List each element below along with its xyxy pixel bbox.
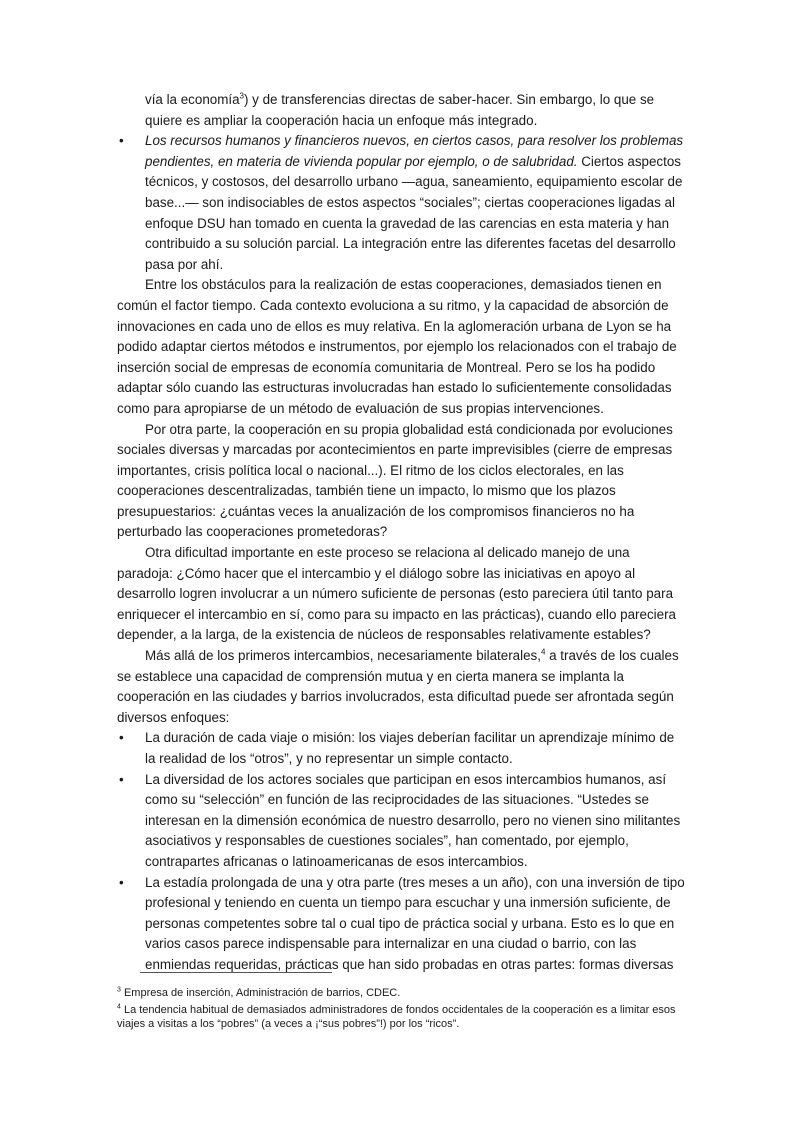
list-item	[117, 770, 687, 873]
bullet-marker: •	[119, 730, 124, 746]
footnote-text: Empresa de inserción, Administración de barrios, CDEC.	[120, 987, 401, 999]
list-item	[117, 728, 687, 769]
list-item	[117, 873, 687, 976]
opening-continuation	[117, 90, 687, 131]
bullet-marker: •	[119, 771, 124, 787]
bullet-text	[145, 131, 687, 275]
footnote-divider	[140, 972, 332, 973]
list-item	[117, 131, 687, 275]
bullet-italic-text: Los recursos humanos y financieros nuevos, en ciertos casos, para resolver los problemas pendientes, en materia de vivienda popular por ejemplo, o de salubridad.	[145, 133, 684, 169]
footnote-number: 4	[117, 1003, 121, 1011]
approaches-text: Más allá de los primeros intercambios, necesariamente bilaterales,	[145, 648, 541, 664]
bullet-marker: •	[119, 874, 124, 890]
footnote-ref-3[interactable]: 3	[239, 91, 244, 101]
body-text	[117, 90, 687, 976]
opening-text: vía la economía	[145, 92, 240, 107]
footnote-number: 3	[117, 986, 121, 994]
approaches-text-rest: a través de los cuales se establece una capacidad de comprensión mutua y en cierta manera se implanta la cooperación en las ciudades y barrios involucrados, esta dificultad puede ser afrontada según diversos enfoques:	[117, 648, 679, 725]
resources-bullet-list	[117, 131, 687, 275]
bullet-marker: •	[119, 133, 124, 149]
bullet-text: La duración de cada viaje o misión: los viajes deberían facilitar un aprendizaje mínimo de la realidad de los “otros”, y no representar un simple contacto.	[145, 730, 675, 766]
bullet-text: La diversidad de los actores sociales que participan en esos intercambios humanos, así como su “selección” en función de las reciprocidades de las situaciones. “Ustedes se interesan en la dimensión económica de nuestro desarrollo, pero no vienen sino militantes asociativos y responsables de cuestiones sociales”, han comentado, por ejemplo, contrapartes africanas o latinoamericanas de esos intercambios.	[145, 771, 681, 869]
paragraph: Por otra parte, la cooperación en su propia globalidad está condicionada por evoluciones sociales diversas y marcadas por acontecimientos en parte imprevisibles (cierre de empresas importantes, crisis política local o nacional...). El ritmo de los ciclos electorales, en las cooperaciones descentralizadas, también tiene un impacto, lo mismo que los plazos presupuestarios: ¿cuántas veces la anualización de los compromisos financieros no ha perturbado las cooperaciones prometedoras?	[117, 421, 673, 540]
opening-text-rest: ) y de transferencias directas de saber-hacer. Sin embargo, lo que se quiere es ampliar la cooperación hacia un enfoque más integrado.	[145, 92, 655, 128]
footnote-text: La tendencia habitual de demasiados administradores de fondos occidentales de la cooperación es a limitar esos viajes a visitas a los “pobres” (a veces a ¡“sus pobres”!) por los “ricos”.	[117, 1004, 676, 1030]
footnotes	[117, 986, 677, 1034]
approaches-paragraph	[117, 646, 687, 728]
paragraph: Entre los obstáculos para la realización de estas cooperaciones, demasiados tienen en común el factor tiempo. Cada contexto evoluciona a su ritmo, y la capacidad de absorción de innovaciones en cada uno de ellos es muy relativa. En la aglomeración urbana de Lyon se ha podido adaptar ciertos métodos e instrumentos, por ejemplo los relacionados con el trabajo de inserción social de empresas de economía comunitaria de Montreal. Pero se los ha podido adaptar sólo cuando las estructuras involucradas han estado lo suficientemente consolidadas como para apropiarse de un método de evaluación de sus propias intervenciones.	[117, 277, 677, 416]
bullet-text: La estadía prolongada de una y otra parte (tres meses a un año), con una inversión de tipo profesional y teniendo en cuenta un tiempo para escuchar y una inmersión suficiente, de personas competentes sobre tal o cual tipo de práctica social y urbana. Esto es lo que en varios casos parece indispensable para internalizar en una ciudad o barrio, con las enmiendas requeridas, prácticas que han sido probadas en otras partes: formas diversas	[145, 874, 685, 972]
footnote-ref-4[interactable]: 4	[540, 647, 546, 657]
paragraph: Otra dificultad importante en este proceso se relaciona al delicado manejo de una paradoja: ¿Cómo hacer que el intercambio y el diálogo sobre las iniciativas en apoyo al desarrollo logren involucrar a un número suficiente de personas (esto pareciera útil tanto para enriquecer el intercambio en sí, como para su impacto en las prácticas), cuando ello pareciera depender, a la larga, de la existencia de núcleos de responsables relativamente estables?	[117, 545, 676, 643]
footnote-3	[117, 986, 677, 1000]
approaches-bullet-list	[117, 728, 687, 975]
footnote-4	[117, 1003, 677, 1031]
bullet-rest-text: Ciertos aspectos técnicos, y costosos, del desarrollo urbano —agua, saneamiento, equipamiento escolar de base...— son indisociables de estos aspectos “sociales”; ciertas cooperaciones ligadas al enfoque DSU han tomado en cuenta la gravedad de las carencias en esta materia y han contribuido a su solución parcial. La integración entre las diferentes facetas del desarrollo pasa por ahí.	[145, 153, 683, 272]
